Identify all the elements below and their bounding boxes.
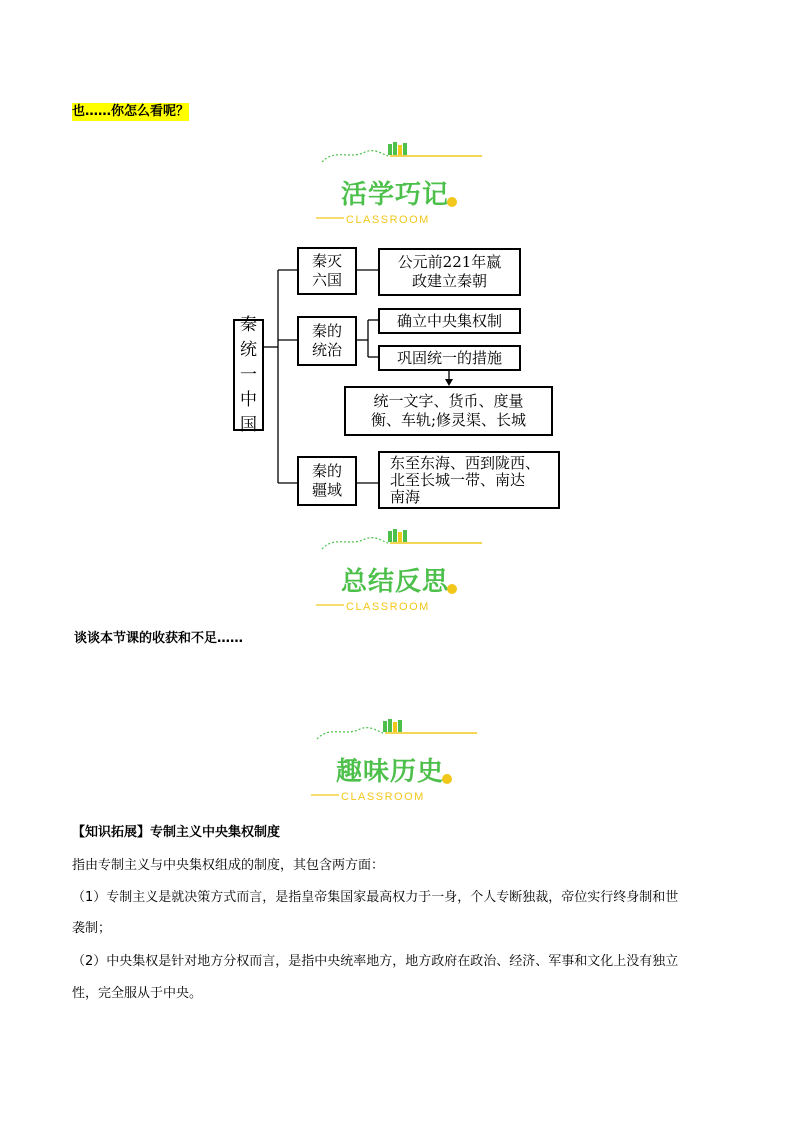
extension-heading: 【知识拓展】专制主义中央集权制度 [72, 825, 281, 840]
branch-detail-qin-chao [378, 248, 521, 296]
banner-subtitle: CLASSROOM [341, 791, 425, 803]
banner-title: 趣味历史 [335, 757, 444, 787]
extension-point-2-cont: 性，完全服从于中央。 [72, 986, 203, 1001]
branch-qin-jiangyu [297, 456, 357, 506]
branch-detail: 确立中央集权制 [396, 311, 502, 330]
banner-zongjie [310, 527, 510, 627]
extension-intro: 指由专制主义与中央集权组成的制度，其包含两方面： [72, 858, 385, 873]
branch-detail: 东至东海、西到陇西、 北至长城一带、南达 南海 [390, 453, 541, 506]
reflection-prompt: 谈谈本节课的收获和不足…… [74, 631, 244, 646]
branch-detail-jiangyu [378, 451, 560, 509]
branch-detail-gonggu [378, 345, 521, 371]
mindmap-root: 秦 统 一 中 国 [233, 319, 264, 431]
branch-qin-mie-liuguo [297, 247, 357, 295]
branch-detail: 统一文字、货币、度量 衡、车轨;修灵渠、长城 [370, 392, 527, 429]
branch-detail-jiquan [378, 308, 521, 334]
banner-title: 活学巧记 [340, 180, 449, 210]
banner-subtitle: CLASSROOM [346, 214, 430, 226]
branch-detail-cuoshi [344, 386, 553, 436]
extension-point-1: （1）专制主义是就决策方式而言，是指皇帝集国家最高权力于一身，个人专断独裁，帝位实行终身制和世 [72, 890, 679, 905]
banner-quwei [305, 717, 505, 817]
branch-label: 秦的 疆域 [311, 462, 342, 499]
extension-point-1-cont: 袭制； [72, 921, 112, 936]
branch-qin-tongzhi [297, 316, 357, 366]
intro-question: 也……你怎么看呢？ [72, 104, 190, 119]
banner-title: 总结反思 [340, 567, 449, 597]
banner-subtitle: CLASSROOM [346, 601, 430, 613]
branch-detail: 巩固统一的措施 [396, 348, 502, 367]
extension-point-2: （2）中央集权是针对地方分权而言，是指中央统率地方，地方政府在政治、经济、军事和文化上没有独立 [72, 954, 679, 969]
branch-label: 秦的 统治 [311, 322, 342, 359]
branch-detail: 公元前221年嬴 政建立秦朝 [397, 253, 502, 290]
branch-label: 秦灭 六国 [311, 252, 342, 289]
